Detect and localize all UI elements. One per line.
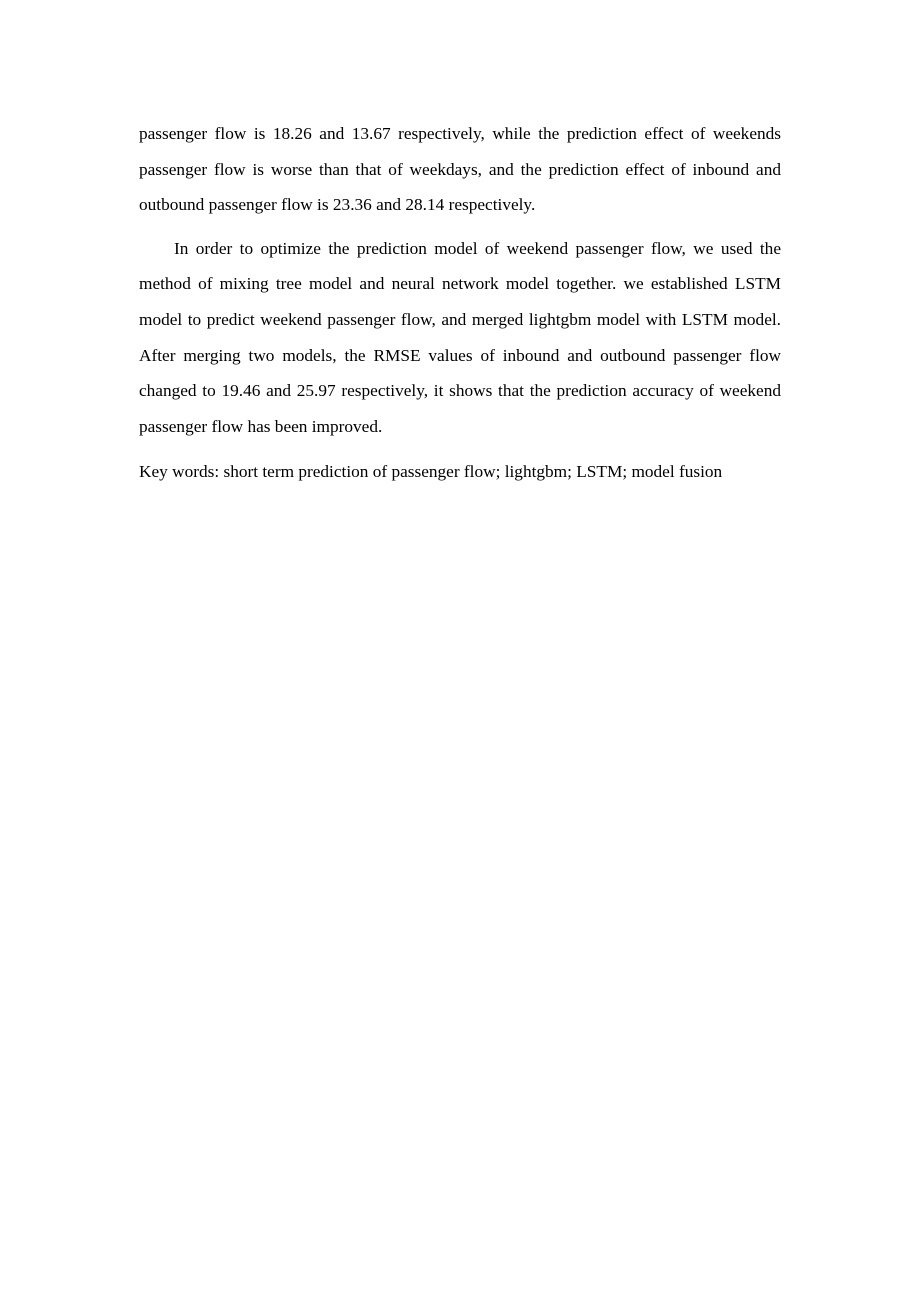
- abstract-paragraph-model-fusion: In order to optimize the prediction model of weekend passenger flow, we used the method of mixing tree model and neural network model together. we established LSTM model to predict weekend passenger flow, and merged lightgbm model with LSTM model. After merging two models, the RMSE values of inbound and outbound passenger flow changed to 19.46 and 25.97 respectively, it shows that the prediction accuracy of weekend passenger flow has been improved.: [139, 238, 781, 436]
- keywords-line: Key words: short term prediction of passenger flow; lightgbm; LSTM; model fusion: [139, 462, 723, 482]
- abstract-paragraph-continuation: passenger flow is 18.26 and 13.67 respectively, while the prediction effect of weekends passenger flow is worse than that of weekdays, and the prediction effect of inbound and outbound passenger flow is 23.36 and 28.14 respectively.: [139, 124, 781, 215]
- abstract-body: [139, 116, 781, 490]
